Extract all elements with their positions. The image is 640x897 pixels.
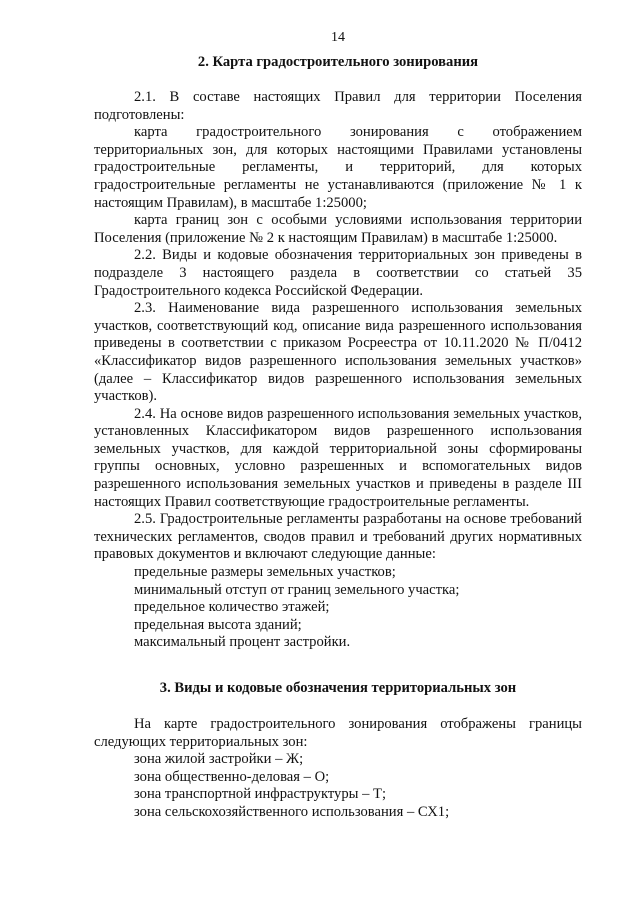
paragraph-map-zoning: карта градостроительного зонирования с отображением территориальных зон, для которых настоящими Правилами установлены градостроительные регламенты, и территорий, для которых градостроительные регламенты не устанавливаются (приложение № 1 к настоящим Правилам), в масштабе 1:25000; — [94, 124, 582, 211]
list-item: минимальный отступ от границ земельного участка; — [134, 581, 460, 598]
list-item: максимальный процент застройки. — [134, 634, 351, 651]
zone-list-item: зона общественно-деловая – О; — [134, 768, 330, 785]
zone-list-item: зона сельскохозяйственного использования – СХ1; — [134, 803, 450, 820]
paragraph-2-5: 2.5. Градостроительные регламенты разработаны на основе требований технических регламентов, сводов правил и требований других нормативных правовых документов и включают следующие данные: — [94, 511, 582, 563]
paragraph-2-3: 2.3. Наименование вида разрешенного использования земельных участков, соответствующий код, описание вида разрешенного использования приведены в соответствии с приказом Росреестра от 10.11.2020 № П/0412 «Классификатор видов разрешенного использования земельных участков» (далее – Классификатор видов разрешенного использования земельных участков). — [94, 300, 582, 405]
paragraph-2-1: 2.1. В составе настоящих Правил для территории Поселения подготовлены: — [94, 89, 582, 123]
zone-list-item: зона транспортной инфраструктуры – Т; — [134, 786, 387, 803]
list-item: предельная высота зданий; — [134, 616, 302, 633]
paragraph-map-special-zones: карта границ зон с особыми условиями использования территории Поселения (приложение № 2 к настоящим Правилам) в масштабе 1:25000. — [94, 212, 582, 246]
section-2-body — [94, 89, 582, 652]
list-item: предельное количество этажей; — [134, 599, 330, 616]
paragraph-2-4: 2.4. На основе видов разрешенного использования земельных участков, установленных Классификатором видов разрешенного использования земельных участков, для каждой территориальной зоны сформированы группы основных, условно разрешенных и вспомогательных видов разрешенного использования земельных участков и приведены в разделе III настоящих Правил соответствующие градостроительные регламенты. — [94, 405, 582, 510]
zone-list-item: зона жилой застройки – Ж; — [134, 751, 304, 768]
section-3-heading: 3. Виды и кодовые обозначения территориальных зон — [159, 680, 517, 696]
section-3-body — [94, 716, 582, 822]
page-number: 14 — [331, 30, 345, 45]
paragraph-2-2: 2.2. Виды и кодовые обозначения территориальных зон приведены в подразделе 3 настоящего раздела в соответствии со статьей 35 Градостроительного кодекса Российской Федерации. — [94, 247, 582, 299]
list-item: предельные размеры земельных участков; — [134, 564, 396, 581]
section-3-intro: На карте градостроительного зонирования отображены границы следующих территориальных зон: — [94, 716, 582, 750]
section-2-heading: 2. Карта градостроительного зонирования — [197, 54, 479, 70]
